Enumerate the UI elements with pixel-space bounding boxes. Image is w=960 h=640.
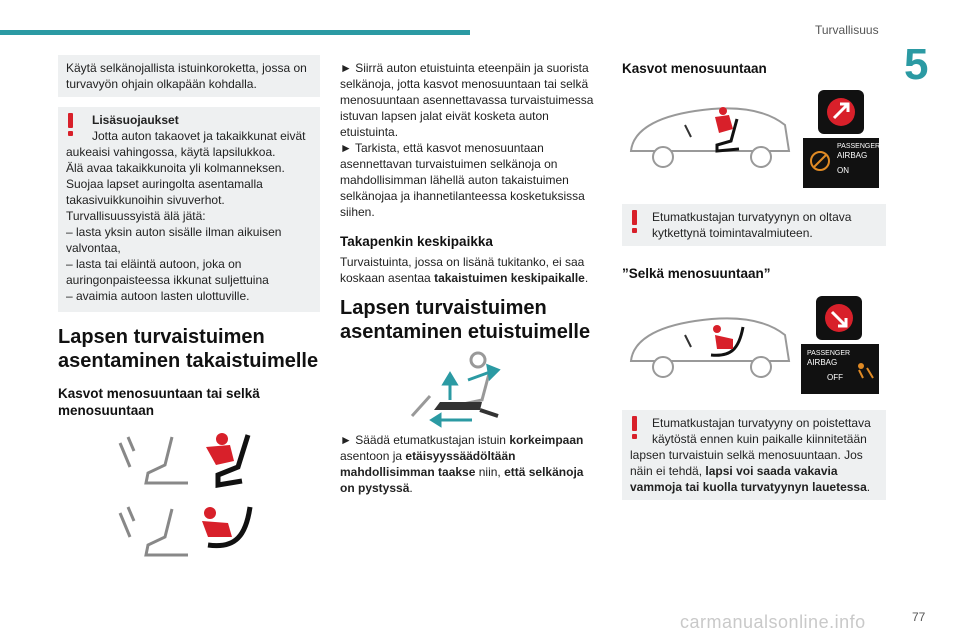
warning-line: – avaimia autoon lasten ulottuville. [66,289,250,303]
car-forward-facing-illustration [625,95,795,175]
warning-line: – lasta yksin auton sisälle ilman aikuisen [66,225,282,239]
note-box [58,55,320,97]
airbag-off-indicator [801,344,879,394]
child-seat-crossed-icon [809,150,831,172]
heading-forward-facing: Kasvot menosuuntaan [622,61,767,76]
text-fragment: . [866,480,871,494]
heading-rear-seat [58,325,318,373]
subheading-forward-rearward [58,385,260,419]
front-seat-adjust-illustration [410,350,510,425]
heading-line: Lapsen turvaistuimen [340,297,547,319]
text-line: asennettavan turvaistuimen selkänoja on [340,157,558,171]
watermark: carmanualsonline.info [680,612,866,632]
text-fragment: koskaan asentaa [340,271,435,285]
warning-line: takasivuikkunoihin sivuverhot. [66,193,225,207]
warning-box-airbag-off [622,410,886,500]
text-line: ► Tarkista, että kasvot menosuuntaan [340,141,544,155]
text-line: selkänojaa ja ihannetilanteessa kosketuksissa [340,189,585,203]
airbag-switch-on-icon [818,90,864,134]
heading-center-seat: Takapenkin keskipaikka [340,234,493,249]
text-fragment: näin ei tehdä, [630,464,706,478]
heading-line: asentaminen takaistuimelle [58,350,319,372]
text-fragment: on pystyssä [340,481,410,495]
airbag-label: AIRBAG [837,151,868,160]
airbag-label: AIRBAG [807,358,838,367]
text-fragment: korkeimpaan [509,433,584,447]
text-fragment: vammoja tai kuolla turvatyynyn lauetessa [630,480,867,494]
warning-line: aukeaisi vahingossa, käytä lapsilukkoa. [66,145,276,159]
text-line [340,432,608,448]
warning-line: Etumatkustajan turvatyyny on poistettava [652,416,871,430]
text-fragment: . [584,271,589,285]
text-line: ► Siirrä auton etuistuinta eteenpäin ja suorista [340,61,589,75]
warning-icon [68,113,74,137]
text-line [340,270,610,286]
warning-line: valvontaa, [66,241,121,255]
text-fragment: asentoon ja [340,449,406,463]
warning-line: Turvallisuussyistä älä jätä: [66,209,206,223]
text-fragment: etäisyyssäädöltään [405,449,516,463]
rear-seat-illustration [110,425,260,565]
header-accent-bar [0,30,470,35]
text-line: menosuuntaan asennettavassa turvaistuimessa [340,93,594,107]
note-line: Käytä selkänojallista istuinkoroketta, jossa on [66,61,307,75]
warning-line [630,463,886,479]
heading-line: Lapsen turvaistuimen [58,326,265,348]
chapter-number: 5 [904,40,929,89]
heading-front-seat [340,296,590,344]
airbag-label: PASSENGER [837,143,881,150]
text-fragment: ► Säädä etumatkustajan istuin [340,433,510,447]
text-fragment: että selkänoja [504,465,584,479]
rear-seat-steps [340,60,605,220]
warning-line: kytkettynä toimintavalmiuteen. [652,226,813,240]
text-line [340,480,608,496]
heading-line: Kasvot menosuuntaan tai selkä [58,386,260,401]
warning-line: Suojaa lapset auringolta asentamalla [66,177,263,191]
text-fragment: . [409,481,413,495]
text-line [340,448,608,464]
heading-line: asentaminen etuistuimelle [340,321,591,343]
text-line: selkänoja, jotta kasvot menosuuntaan tai selkä [340,77,589,91]
text-fragment: niin, [475,465,505,479]
airbag-switch-off-icon [816,296,862,340]
warning-icon [632,416,638,440]
warning-box-protection [58,107,320,312]
section-title: Turvallisuus [815,23,879,37]
note-line: turvavyön ohjain olkapään kohdalla. [66,77,257,91]
page-number: 77 [912,610,926,624]
warning-line: – lasta tai eläintä autoon, joka on [66,257,242,271]
text-line: mahdollisimman lähellä auton takaistuimen [340,173,569,187]
warning-line: Jotta auton takaovet ja takaikkunat eivät [92,129,306,143]
warning-line: auringonpaisteessa ikkunat suljettuina [66,273,269,287]
warning-icon [632,210,638,234]
text-fragment: takaistuimen keskipaikalle [434,271,585,285]
airbag-on-indicator [803,138,879,188]
center-seat-text [340,254,610,286]
text-fragment: lapsi voi saada vakavia [705,464,838,478]
heading-rear-facing: ”Selkä menosuuntaan” [622,266,771,281]
text-fragment: mahdollisimman taakse [340,465,476,479]
warning-title: Lisäsuojaukset [92,113,179,127]
front-seat-step [340,432,608,496]
airbag-off-person-icon [853,360,875,382]
warning-line [630,479,886,495]
warning-line: lapsen turvaistuin selkä menosuuntaan. Jos [630,448,863,462]
airbag-state: ON [837,166,849,175]
warning-line: käytöstä ennen kuin paikalle kiinnitetään [652,432,867,446]
text-line: etuistuinta. [340,125,399,139]
warning-box-airbag-on [622,204,886,246]
text-line [340,464,608,480]
warning-line: Etumatkustajan turvatyynyn on oltava [652,210,852,224]
text-line: siihen. [340,205,375,219]
airbag-label: PASSENGER [807,350,851,357]
text-line: istuvan lapsen jalat eivät kosketa auton [340,109,549,123]
car-rear-facing-illustration [625,305,795,385]
warning-line: Älä avaa takaikkunoita yli kolmanneksen. [66,161,285,175]
text-line: Turvaistuinta, jossa on lisänä tukitanko, ei saa [340,255,585,269]
airbag-state: OFF [827,373,843,382]
heading-line: menosuuntaan [58,403,155,418]
